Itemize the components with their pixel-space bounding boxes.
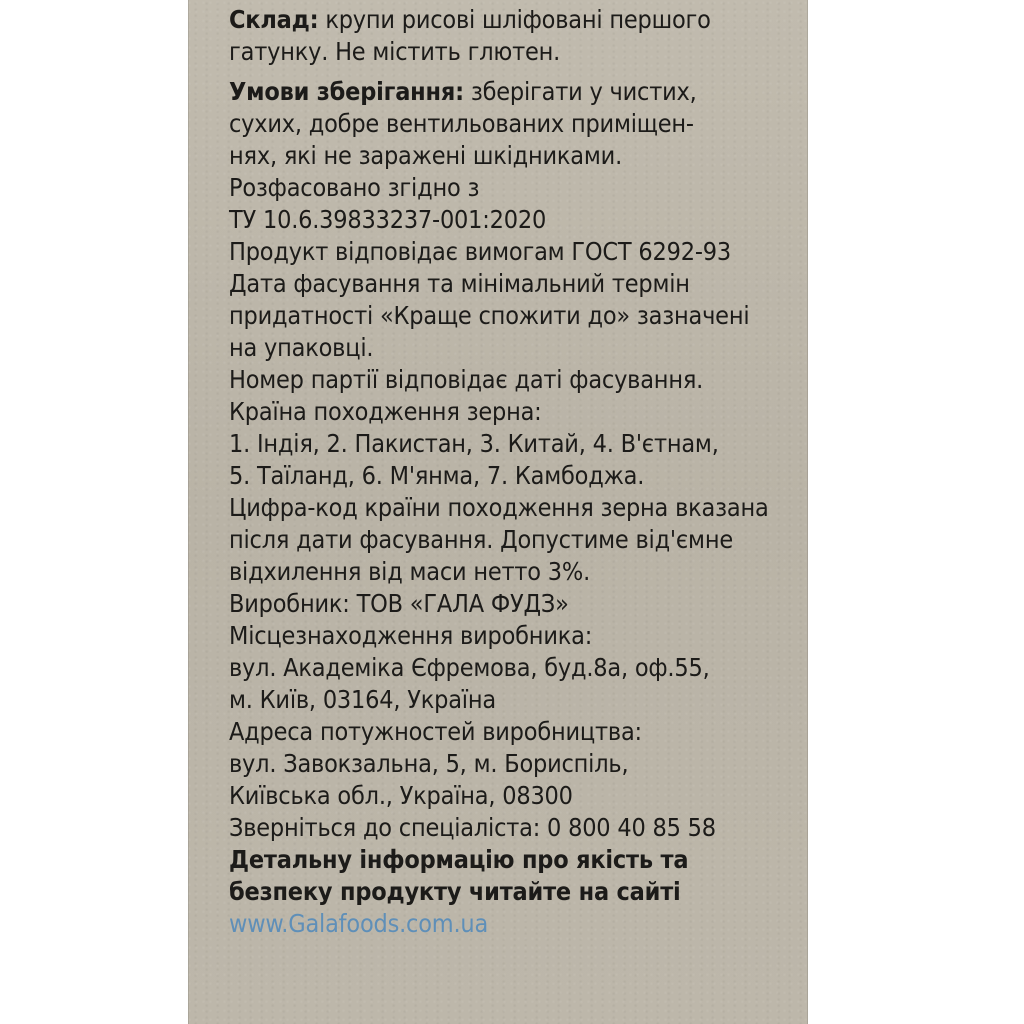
label-line: Номер партії відповідає даті фасування. — [229, 365, 704, 394]
info-line-2: безпеку продукту читайте на сайті — [229, 877, 681, 906]
label-line: Адреса потужностей виробництва: — [229, 717, 642, 746]
label-line: Країна походження зерна: — [229, 397, 542, 426]
composition-line-2: гатунку. Не містить глютен. — [229, 37, 561, 66]
storage-line-1 — [229, 76, 804, 108]
label-line: м. Київ, 03164, Україна — [229, 685, 496, 714]
label-line: вул. Академіка Єфремова, буд.8а, оф.55, — [229, 653, 710, 682]
label-line: ТУ 10.6.39833237-001:2020 — [229, 205, 547, 234]
label-line: Зверніться до спеціаліста: 0 800 40 85 58 — [229, 813, 716, 842]
label-line: відхилення від маси нетто 3%. — [229, 557, 591, 586]
website-link[interactable]: www.Galafoods.com.ua — [229, 909, 489, 938]
storage-line-3: нях, які не заражені шкідниками. — [229, 141, 623, 170]
label-line: вул. Завокзальна, 5, м. Бориспіль, — [229, 749, 629, 778]
label-line: на упаковці. — [229, 333, 374, 362]
storage-line-2: сухих, добре вентильованих приміщен- — [229, 109, 694, 138]
label-line: Місцезнаходження виробника: — [229, 621, 593, 650]
label-line: Продукт відповідає вимогам ГОСТ 6292-93 — [229, 237, 731, 266]
label-line: придатності «Краще спожити до» зазначені — [229, 301, 750, 330]
label-line: Розфасовано згідно з — [229, 173, 480, 202]
storage-text-1: зберігати у чистих, — [463, 77, 697, 106]
composition-heading: Склад: — [229, 5, 319, 34]
label-line: 1. Індія, 2. Пакистан, 3. Китай, 4. В'єтнам, — [229, 429, 719, 458]
label-text-block — [229, 4, 804, 940]
info-line-1: Детальну інформацію про якість та — [229, 845, 689, 874]
label-line: Київська обл., Україна, 08300 — [229, 781, 573, 810]
composition-text-1: крупи рисові шліфовані першого — [318, 5, 711, 34]
label-line: Дата фасування та мінімальний термін — [229, 269, 690, 298]
label-line: 5. Таїланд, 6. М'янма, 7. Камбоджа. — [229, 461, 645, 490]
composition-line-1 — [229, 4, 804, 36]
label-line: Цифра-код країни походження зерна вказана — [229, 493, 769, 522]
label-line: Виробник: ТОВ «ГАЛА ФУДЗ» — [229, 589, 569, 618]
storage-heading: Умови зберігання: — [229, 77, 464, 106]
label-line: після дати фасування. Допустиме від'ємне — [229, 525, 733, 554]
